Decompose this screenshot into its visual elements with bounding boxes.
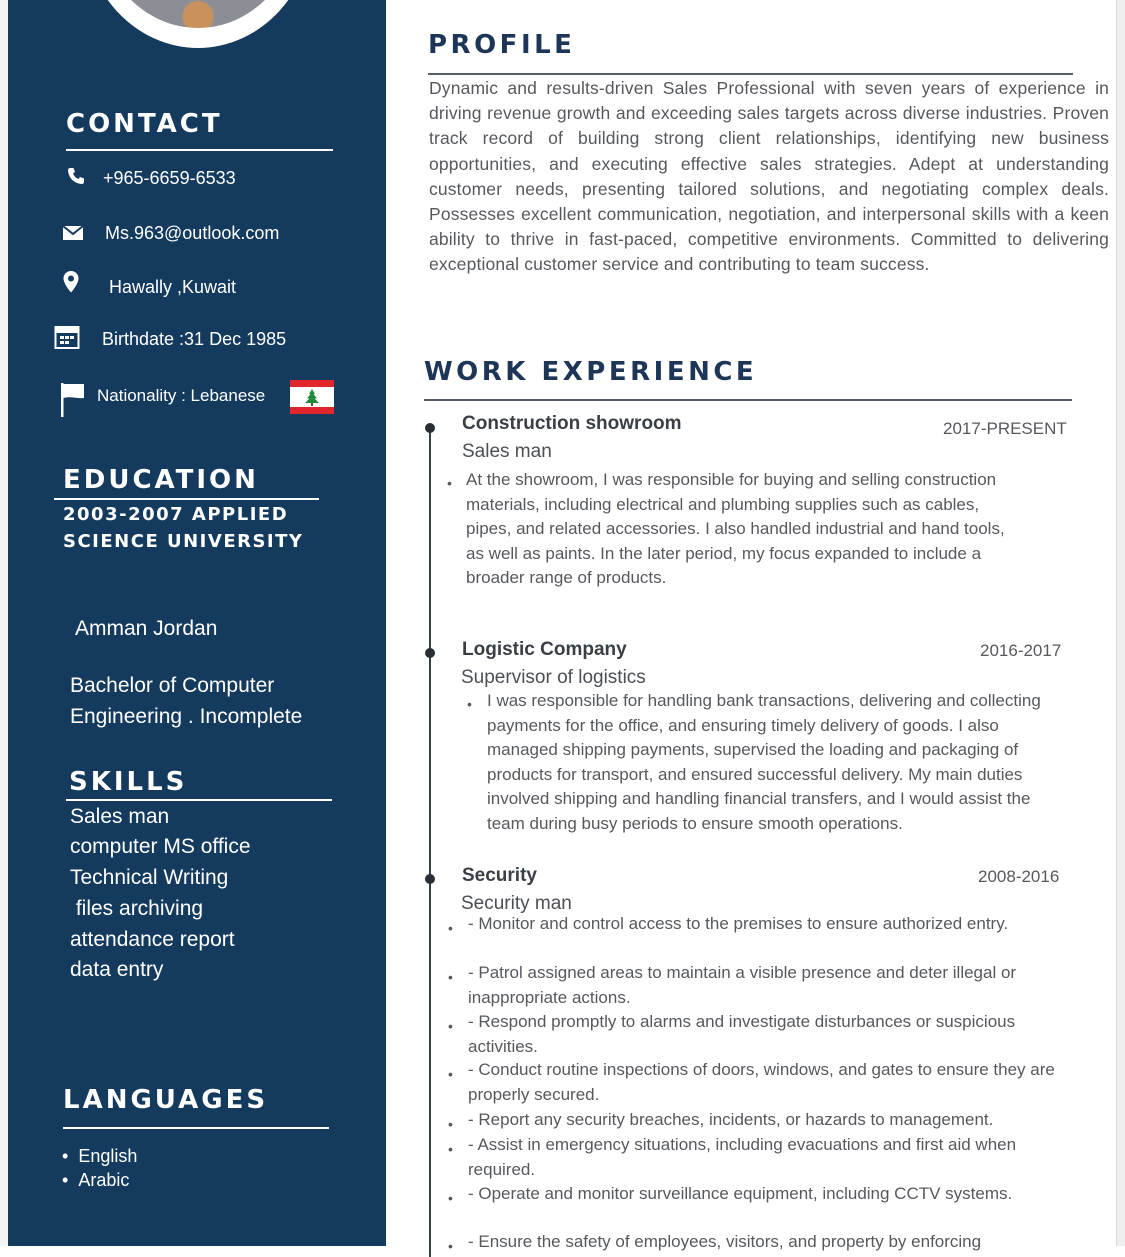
job-duty: - Report any security breaches, incidents, or hazards to management. [468, 1110, 994, 1129]
email-address: Ms.963@outlook.com [105, 223, 280, 243]
skill-item: data entry [70, 958, 164, 981]
work-experience-divider [424, 399, 1072, 401]
job-role: Supervisor of logistics [461, 667, 646, 688]
page-left-edge [0, 0, 8, 1246]
education-years: 2003-2007 APPLIED [63, 504, 289, 525]
job-duty: - Assist in emergency situations, including evacuations and first aid when required. [468, 1135, 1017, 1179]
timeline-line [429, 427, 431, 1257]
bullet-icon: • [448, 920, 453, 936]
profile-heading: PROFILE [428, 30, 576, 60]
contact-heading: CONTACT [66, 109, 223, 139]
job-duty: - Respond promptly to alarms and investigate disturbances or suspicious activities. [468, 1012, 1016, 1056]
timeline-dot [425, 648, 435, 658]
work-experience-heading: WORK EXPERIENCE [424, 357, 758, 387]
calendar-icon [54, 324, 80, 355]
job-company: Construction showroom [462, 413, 682, 434]
job-duty: - Ensure the safety of employees, visitors, and property by enforcing [468, 1232, 982, 1251]
contact-divider [66, 149, 333, 151]
languages-divider [63, 1127, 329, 1129]
job-company: Logistic Company [462, 639, 627, 660]
bullet-icon: • [448, 1190, 453, 1206]
job-role: Sales man [462, 441, 552, 462]
job-duty: - Conduct routine inspections of doors, windows, and gates to ensure they are properly secured. [468, 1060, 1055, 1104]
job-dates: 2008-2016 [978, 867, 1060, 886]
phone-number: +965-6659-6533 [103, 168, 236, 188]
nationality: Nationality : Lebanese [97, 386, 266, 405]
timeline-dot [425, 874, 435, 884]
profile-divider [428, 73, 1073, 75]
birthdate: Birthdate :31 Dec 1985 [102, 329, 287, 349]
education-university: SCIENCE UNIVERSITY [63, 531, 304, 552]
skill-item: files archiving [70, 897, 204, 920]
bullet-icon: • [448, 1066, 453, 1082]
location-pin-icon [62, 270, 80, 299]
languages-heading: LANGUAGES [63, 1085, 269, 1115]
job-description: At the showroom, I was responsible for buying and selling construction materials, including electrical and plumbing supplies such as cables, pipes, and related accessories. I also handled industrial and hand tools, as well as paints. In the later period, my focus expanded to include a broader range of products. [466, 470, 1005, 587]
job-duty: - Monitor and control access to the premises to ensure authorized entry. [468, 914, 1009, 933]
profile-summary: Dynamic and results-driven Sales Professional with seven years of experience in driving revenue growth and exceeding sales targets across diverse industries. Proven track record of building strong client relationships, identifying new business opportunities, and executing effective sales strategies. Adept at understanding customer needs, presenting tailored solutions, and negotiating complex deals. Possesses excellent communication, negotiation, and interpersonal skills with a keen ability to thrive in fast-paced, competitive environments. Committed to delivering exceptional customer service and contributing to team success. [429, 78, 1109, 275]
skill-item: Sales man [70, 805, 170, 828]
job-role: Security man [461, 893, 572, 914]
education-location: Amman Jordan [75, 617, 218, 640]
flag-icon [60, 382, 86, 423]
bullet-icon: • [447, 475, 452, 491]
education-degree-line1: Bachelor of Computer [70, 674, 275, 697]
bullet-icon: • [448, 1238, 453, 1254]
skills-divider [66, 799, 332, 801]
job-dates: 2016-2017 [980, 641, 1062, 660]
timeline-dot [425, 423, 435, 433]
skill-item: Technical Writing [70, 866, 229, 889]
skill-item: computer MS office [70, 835, 251, 858]
language-item: • English [62, 1146, 138, 1166]
bullet-icon: • [467, 696, 472, 712]
job-company: Security [462, 865, 537, 886]
job-duty: - Operate and monitor surveillance equipment, including CCTV systems. [468, 1184, 1013, 1203]
bullet-icon: • [448, 1018, 453, 1034]
education-divider [54, 498, 319, 500]
email-icon [62, 225, 84, 246]
job-description: I was responsible for handling bank transactions, delivering and collecting payments for the office, and ensuring timely delivery of goods. I also managed shipping payments, supervised the loading and packaging of products for transport, and ensured successful delivery. My main duties involved shipping and handling financial transfers, and I would assist the team during busy periods to ensure smooth operations. [487, 691, 1041, 833]
education-heading: EDUCATION [63, 465, 259, 495]
bullet-icon: • [448, 969, 453, 985]
page-right-edge [1116, 0, 1125, 1246]
phone-icon [66, 166, 86, 191]
job-duty: - Patrol assigned areas to maintain a visible presence and deter illegal or inappropriate actions. [468, 963, 1017, 1007]
bullet-icon: • [448, 1116, 453, 1132]
lebanon-flag-icon [290, 380, 334, 414]
skills-heading: SKILLS [69, 767, 188, 797]
bullet-icon: • [448, 1141, 453, 1157]
job-dates: 2017-PRESENT [943, 419, 1067, 438]
language-item: • Arabic [62, 1170, 130, 1190]
skill-item: attendance report [70, 928, 235, 951]
location: Hawally ,Kuwait [109, 277, 237, 297]
education-degree-line2: Engineering . Incomplete [70, 705, 303, 728]
